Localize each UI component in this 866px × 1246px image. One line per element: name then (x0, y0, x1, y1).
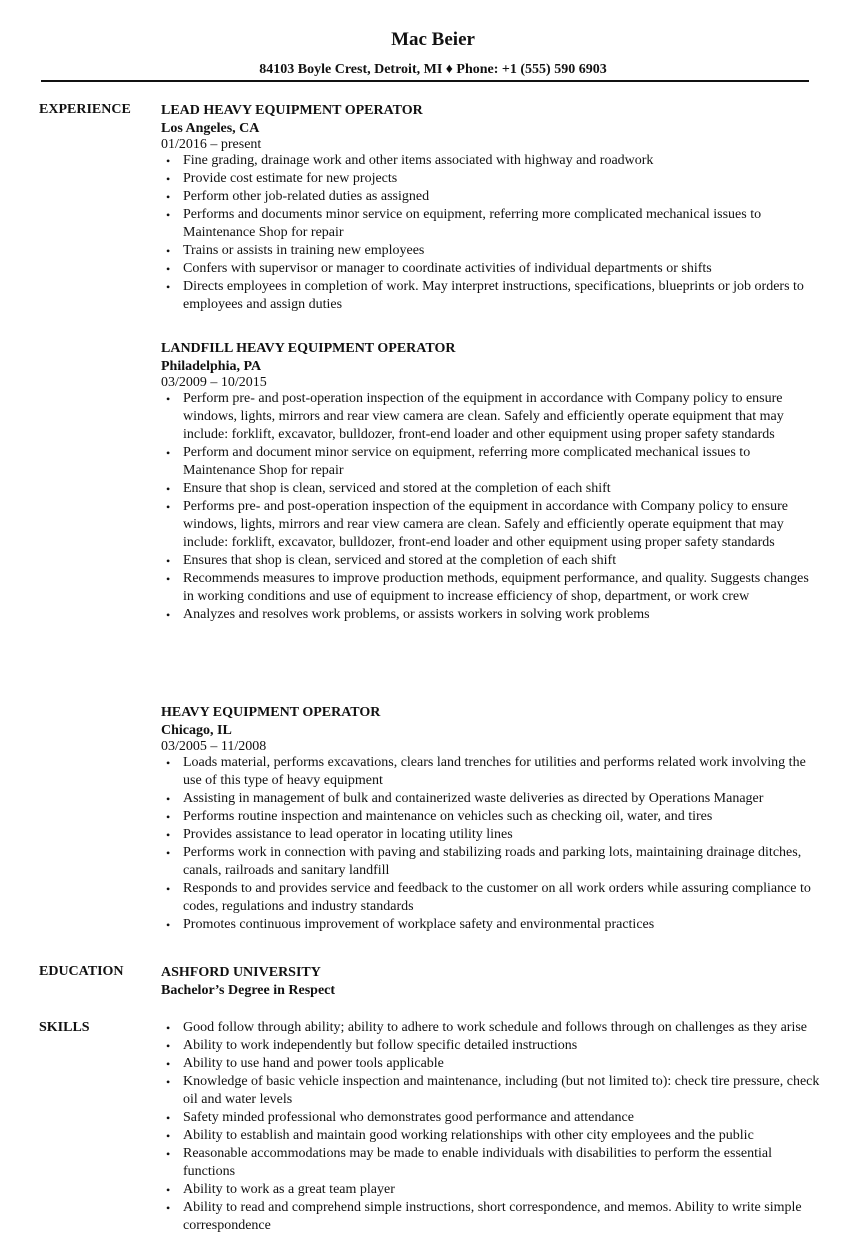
bullet-icon: • (166, 918, 171, 932)
bullet-icon: • (166, 1183, 171, 1197)
bullet-icon: • (166, 1039, 171, 1053)
job-title: HEAVY EQUIPMENT OPERATOR (161, 705, 381, 720)
bullet-item (161, 1145, 821, 1181)
bullet-item (161, 242, 821, 260)
bullet-item (161, 444, 821, 480)
bullet-icon: • (166, 280, 171, 294)
bullet-text: Assisting in management of bulk and containerized waste deliveries as directed by Operations Manager (183, 791, 764, 806)
bullet-item (161, 260, 821, 278)
bullet-text: Perform pre- and post-operation inspection of the equipment in accordance with Company policy to ensure windows, lights, mirrors and rear view camera are clean. Safely and efficiently operate equipment that may include: forklift, excavator, bulldozer, front-end loader and other equipment using proper safety standards (183, 391, 784, 442)
bullet-icon: • (166, 1201, 171, 1215)
bullet-icon: • (166, 500, 171, 514)
bullet-icon: • (166, 608, 171, 622)
bullet-text: Ensure that shop is clean, serviced and stored at the completion of each shift (183, 481, 611, 496)
bullet-item (161, 480, 821, 498)
bullet-item (161, 1109, 821, 1127)
bullet-item (161, 1037, 821, 1055)
bullet-text: Recommends measures to improve production methods, equipment performance, and quality. Suggests changes in working conditions and use of equipment to increase efficiency of shop, department, or work crew (183, 571, 809, 604)
bullet-icon: • (166, 482, 171, 496)
bullet-icon: • (166, 1057, 171, 1071)
bullet-text: Ability to work independently but follow specific detailed instructions (183, 1038, 578, 1053)
bullet-icon: • (166, 392, 171, 406)
bullet-text: Performs work in connection with paving and stabilizing roads and parking lots, maintaining drainage ditches, canals, railroads and sanitary landfill (183, 845, 802, 878)
bullet-item (161, 754, 821, 790)
bullet-text: Good follow through ability; ability to adhere to work schedule and follows through on challenges as they arise (183, 1020, 808, 1035)
degree: Bachelor’s Degree in Respect (161, 983, 336, 998)
bullet-item (161, 188, 821, 206)
bullet-item (161, 206, 821, 242)
bullet-icon: • (166, 154, 171, 168)
bullet-icon: • (166, 846, 171, 860)
skills-section-label: SKILLS (39, 1020, 90, 1035)
bullet-text: Promotes continuous improvement of workplace safety and environmental practices (183, 917, 655, 932)
bullet-text: Performs pre- and post-operation inspection of the equipment in accordance with Company policy to ensure windows, lights, mirrors and rear view camera are clean. Safely and efficiently operate equipment that may include: forklift, excavator, bulldozer, front-end loader and other equipment using proper safety standards (183, 499, 788, 550)
skills-list (161, 1019, 821, 1235)
bullet-icon: • (166, 1111, 171, 1125)
bullet-item (161, 790, 821, 808)
bullet-icon: • (166, 244, 171, 258)
bullet-item (161, 390, 821, 444)
bullet-text: Responds to and provides service and feedback to the customer on all work orders while assuring compliance to codes, regulations and industry standards (183, 881, 811, 914)
bullet-text: Fine grading, drainage work and other items associated with highway and roadwork (183, 153, 654, 168)
bullet-icon: • (166, 190, 171, 204)
bullet-text: Perform other job-related duties as assigned (183, 189, 430, 204)
contact-line: 84103 Boyle Crest, Detroit, MI ♦ Phone: +1 (555) 590 6903 (259, 62, 607, 77)
bullet-item (161, 570, 821, 606)
bullet-item (161, 880, 821, 916)
bullet-text: Knowledge of basic vehicle inspection and maintenance, including (but not limited to): check tire pressure, check oil and water levels (183, 1074, 820, 1107)
bullet-text: Confers with supervisor or manager to coordinate activities of individual departments or shifts (183, 261, 712, 276)
job-bullets (161, 754, 821, 934)
job-location: Chicago, IL (161, 723, 232, 738)
bullet-item (161, 606, 821, 624)
bullet-item (161, 152, 821, 170)
bullet-text: Provide cost estimate for new projects (183, 171, 398, 186)
bullet-icon: • (166, 1147, 171, 1161)
job-location: Los Angeles, CA (161, 121, 260, 136)
bullet-text: Perform and document minor service on equipment, referring more complicated mechanical issues to Maintenance Shop for repair (183, 445, 751, 478)
education-entry (161, 964, 821, 1000)
bullet-text: Safety minded professional who demonstrates good performance and attendance (183, 1110, 634, 1125)
job-title: LANDFILL HEAVY EQUIPMENT OPERATOR (161, 341, 456, 356)
bullet-icon: • (166, 792, 171, 806)
bullet-item (161, 1199, 821, 1235)
bullet-icon: • (166, 1075, 171, 1089)
bullet-icon: • (166, 1129, 171, 1143)
bullet-item (161, 1127, 821, 1145)
job-dates: 03/2005 – 11/2008 (161, 739, 267, 754)
school-name: ASHFORD UNIVERSITY (161, 965, 321, 980)
bullet-item (161, 278, 821, 314)
bullet-text: Ability to work as a great team player (183, 1182, 395, 1197)
bullet-icon: • (166, 554, 171, 568)
bullet-text: Provides assistance to lead operator in locating utility lines (183, 827, 513, 842)
bullet-item (161, 1073, 821, 1109)
bullet-icon: • (166, 810, 171, 824)
bullet-item (161, 826, 821, 844)
header-divider (41, 80, 809, 82)
bullet-item (161, 552, 821, 570)
bullet-text: Ability to establish and maintain good working relationships with other city employees and the public (183, 1128, 754, 1143)
bullet-icon: • (166, 208, 171, 222)
bullet-item (161, 808, 821, 826)
experience-section-label: EXPERIENCE (39, 102, 131, 117)
candidate-name: Mac Beier (391, 29, 475, 50)
job-bullets (161, 152, 821, 314)
bullet-icon: • (166, 172, 171, 186)
bullet-item (161, 1181, 821, 1199)
bullet-icon: • (166, 756, 171, 770)
job-entry (161, 102, 821, 314)
bullet-text: Performs and documents minor service on equipment, referring more complicated mechanical issues to Maintenance Shop for repair (183, 207, 762, 240)
bullet-text: Performs routine inspection and maintenance on vehicles such as checking oil, water, and tires (183, 809, 713, 824)
bullet-item (161, 1055, 821, 1073)
bullet-text: Ability to read and comprehend simple instructions, short correspondence, and memos. Ability to write simple correspondence (183, 1200, 802, 1233)
bullet-icon: • (166, 882, 171, 896)
bullet-text: Trains or assists in training new employees (183, 243, 425, 258)
bullet-icon: • (166, 828, 171, 842)
job-dates: 03/2009 – 10/2015 (161, 375, 267, 390)
job-entry (161, 704, 821, 934)
job-bullets (161, 390, 821, 624)
bullet-icon: • (166, 572, 171, 586)
bullet-icon: • (166, 446, 171, 460)
bullet-item (161, 844, 821, 880)
job-location: Philadelphia, PA (161, 359, 262, 374)
job-dates: 01/2016 – present (161, 137, 262, 152)
bullet-text: Reasonable accommodations may be made to enable individuals with disabilities to perform the essential functions (183, 1146, 773, 1179)
skills-list-container (161, 1019, 821, 1235)
bullet-text: Ensures that shop is clean, serviced and stored at the completion of each shift (183, 553, 617, 568)
bullet-item (161, 916, 821, 934)
bullet-text: Analyzes and resolves work problems, or assists workers in solving work problems (183, 607, 650, 622)
bullet-icon: • (166, 1021, 171, 1035)
bullet-item (161, 1019, 821, 1037)
job-title: LEAD HEAVY EQUIPMENT OPERATOR (161, 103, 423, 118)
bullet-item (161, 498, 821, 552)
job-entry (161, 340, 821, 624)
bullet-text: Directs employees in completion of work. May interpret instructions, specifications, blueprints or job orders to employees and assign duties (183, 279, 804, 312)
education-section-label: EDUCATION (39, 964, 124, 979)
bullet-icon: • (166, 262, 171, 276)
bullet-text: Loads material, performs excavations, clears land trenches for utilities and performs related work involving the use of this type of heavy equipment (183, 755, 806, 788)
bullet-item (161, 170, 821, 188)
bullet-text: Ability to use hand and power tools applicable (183, 1056, 444, 1071)
